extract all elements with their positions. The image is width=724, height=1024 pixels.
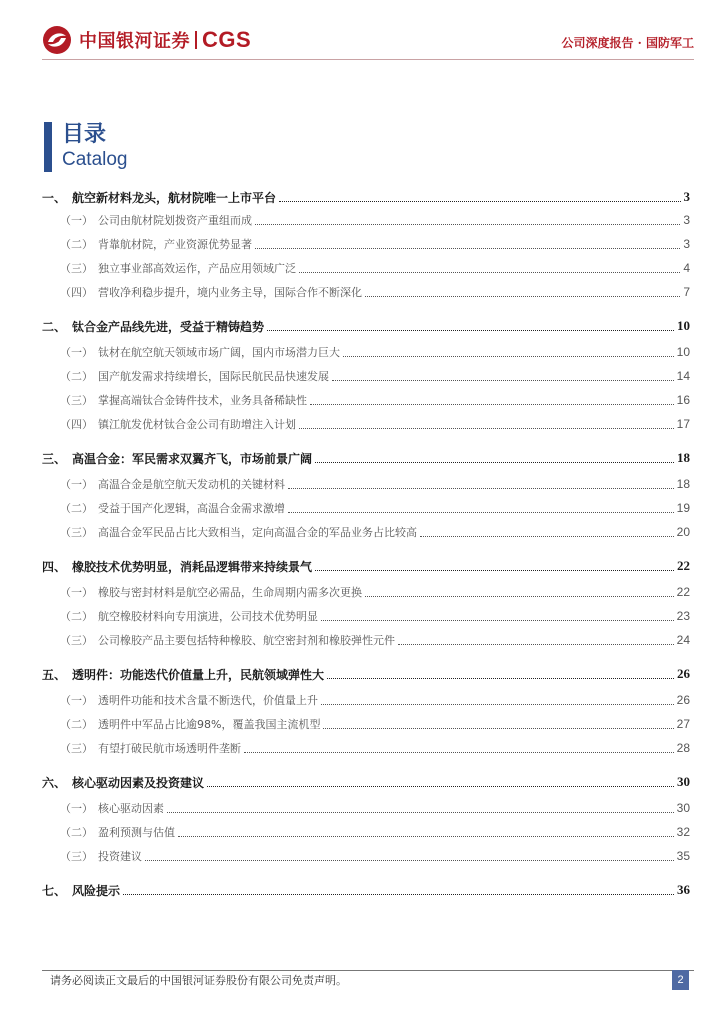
toc-dot-leader xyxy=(323,728,673,729)
toc-entry-number: 七、 xyxy=(42,883,67,898)
toc-subsection-entry[interactable] xyxy=(42,474,690,494)
toc-dot-leader xyxy=(288,488,674,489)
footer-disclaimer: 请务必阅读正文最后的中国银河证券股份有限公司免责声明。 xyxy=(50,974,347,987)
brand-name-cn: 中国银河证券 xyxy=(79,31,190,52)
toc-entry-title: 公司由航材院划拨资产重组而成 xyxy=(98,214,252,227)
toc-subsection-entry[interactable] xyxy=(42,258,690,278)
toc-entry-title: 橡胶与密封材料是航空必需品，生命周期内需多次更换 xyxy=(98,586,362,599)
toc-entry-number: 三、 xyxy=(42,451,67,466)
toc-subsection-entry[interactable] xyxy=(42,690,690,710)
toc-subsection-entry[interactable] xyxy=(42,822,690,842)
toc-entry-page: 16 xyxy=(676,393,690,407)
toc-entry-page: 3 xyxy=(683,237,690,251)
toc-entry-number: （三） xyxy=(60,394,93,407)
toc-entry-number: （二） xyxy=(60,718,93,731)
toc-entry-title: 营收净利稳步提升，境内业务主导，国际合作不断深化 xyxy=(98,286,362,299)
toc-subsection-entry[interactable] xyxy=(42,390,690,410)
toc-entry-page: 22 xyxy=(676,585,690,599)
toc-entry-title: 高温合金军民品占比大致相当，定向高温合金的军品业务占比较高 xyxy=(98,526,417,539)
toc-entry-number: （二） xyxy=(60,826,93,839)
toc-entry-page: 17 xyxy=(676,417,690,431)
toc-subsection-entry[interactable] xyxy=(42,846,690,866)
toc-dot-leader xyxy=(315,570,674,571)
toc-entry-number: （一） xyxy=(60,694,93,707)
toc-dot-leader xyxy=(145,860,674,861)
toc-dot-leader xyxy=(279,201,680,202)
toc-dot-leader xyxy=(310,404,674,405)
toc-entry-title: 核心驱动因素 xyxy=(98,802,164,815)
page-title-en: Catalog xyxy=(62,149,128,170)
toc-entry-page: 4 xyxy=(683,261,690,275)
toc-dot-leader xyxy=(321,704,674,705)
toc-entry-title: 橡胶技术优势明显，消耗品逻辑带来持续景气 xyxy=(72,559,313,574)
toc-entry-title: 风险提示 xyxy=(72,883,121,898)
title-accent-bar xyxy=(44,122,52,172)
toc-subsection-entry[interactable] xyxy=(42,498,690,518)
toc-entry-page: 32 xyxy=(676,825,690,839)
toc-section-entry[interactable] xyxy=(42,880,690,900)
report-type-label: 公司深度报告 · 国防军工 xyxy=(561,36,694,50)
toc-dot-leader xyxy=(420,536,674,537)
toc-entry-title: 核心驱动因素及投资建议 xyxy=(72,775,205,790)
toc-entry-title: 航空橡胶材料向专用演进，公司技术优势明显 xyxy=(98,610,318,623)
toc-entry-page: 27 xyxy=(676,717,690,731)
toc-entry-page: 28 xyxy=(676,741,690,755)
toc-entry-number: 四、 xyxy=(42,559,67,574)
toc-dot-leader xyxy=(365,296,680,297)
toc-entry-page: 24 xyxy=(676,633,690,647)
toc-entry-title: 有望打破民航市场透明件垄断 xyxy=(98,742,241,755)
toc-section-entry[interactable] xyxy=(42,448,690,468)
toc-entry-number: 二、 xyxy=(42,319,67,334)
toc-entry-number: 六、 xyxy=(42,775,67,790)
toc-subsection-entry[interactable] xyxy=(42,342,690,362)
toc-section-entry[interactable] xyxy=(42,664,690,684)
toc-entry-number: （一） xyxy=(60,802,93,815)
toc-subsection-entry[interactable] xyxy=(42,738,690,758)
toc-subsection-entry[interactable] xyxy=(42,522,690,542)
toc-entry-number: （二） xyxy=(60,610,93,623)
toc-entry-page: 26 xyxy=(676,693,690,707)
toc-entry-page: 30 xyxy=(676,801,690,815)
toc-dot-leader xyxy=(299,428,674,429)
toc-dot-leader xyxy=(315,462,674,463)
brand-name-en: CGS xyxy=(202,27,252,52)
toc-dot-leader xyxy=(207,786,674,787)
toc-section-entry[interactable] xyxy=(42,556,690,576)
toc-entry-page: 22 xyxy=(677,558,690,573)
toc-entry-title: 背靠航材院，产业资源优势显著 xyxy=(98,238,252,251)
page-number-badge: 2 xyxy=(672,970,689,990)
toc-dot-leader xyxy=(288,512,674,513)
toc-dot-leader xyxy=(267,330,674,331)
toc-dot-leader xyxy=(244,752,674,753)
toc-entry-number: （三） xyxy=(60,742,93,755)
toc-entry-title: 航空新材料龙头，航材院唯一上市平台 xyxy=(72,190,277,205)
toc-entry-page: 7 xyxy=(683,285,690,299)
toc-entry-page: 20 xyxy=(676,525,690,539)
toc-dot-leader xyxy=(343,356,674,357)
toc-subsection-entry[interactable] xyxy=(42,582,690,602)
toc-entry-title: 透明件：功能迭代价值量上升，民航领域弹性大 xyxy=(72,667,325,682)
toc-section-entry[interactable] xyxy=(42,187,690,207)
brand-separator xyxy=(195,31,197,49)
toc-entry-number: （三） xyxy=(60,850,93,863)
toc-entry-number: （一） xyxy=(60,478,93,491)
cgs-logo-icon xyxy=(42,25,72,55)
footer-divider xyxy=(42,970,694,971)
toc-entry-page: 23 xyxy=(676,609,690,623)
toc-dot-leader xyxy=(299,272,680,273)
page-title-cn: 目录 xyxy=(62,122,107,147)
toc-dot-leader xyxy=(255,248,680,249)
brand-logo xyxy=(42,25,251,55)
toc-entry-number: （一） xyxy=(60,346,93,359)
toc-entry-page: 18 xyxy=(677,450,690,465)
toc-entry-page: 35 xyxy=(676,849,690,863)
toc-dot-leader xyxy=(365,596,674,597)
toc-entry-number: （二） xyxy=(60,370,93,383)
toc-entry-number: 五、 xyxy=(42,667,67,682)
toc-entry-number: （二） xyxy=(60,238,93,251)
toc-entry-page: 10 xyxy=(676,345,690,359)
toc-entry-page: 18 xyxy=(676,477,690,491)
toc-subsection-entry[interactable] xyxy=(42,366,690,386)
toc-subsection-entry[interactable] xyxy=(42,414,690,434)
toc-subsection-entry[interactable] xyxy=(42,282,690,302)
toc-entry-number: （四） xyxy=(60,418,93,431)
toc-entry-title: 受益于国产化逻辑，高温合金需求激增 xyxy=(98,502,285,515)
toc-subsection-entry[interactable] xyxy=(42,606,690,626)
toc-entry-title: 高温合金：军民需求双翼齐飞，市场前景广阔 xyxy=(72,451,313,466)
toc-subsection-entry[interactable] xyxy=(42,234,690,254)
toc-entry-page: 3 xyxy=(683,189,690,204)
toc-section-entry[interactable] xyxy=(42,772,690,792)
toc-entry-title: 国产航发需求持续增长，国际民航民品快速发展 xyxy=(98,370,329,383)
toc-entry-title: 钛材在航空航天领域市场广阔，国内市场潜力巨大 xyxy=(98,346,340,359)
toc-entry-title: 盈利预测与估值 xyxy=(98,826,175,839)
toc-subsection-entry[interactable] xyxy=(42,630,690,650)
toc-entry-number: （三） xyxy=(60,262,93,275)
header-divider xyxy=(42,59,694,60)
toc-dot-leader xyxy=(255,224,680,225)
toc-dot-leader xyxy=(332,380,674,381)
toc-subsection-entry[interactable] xyxy=(42,798,690,818)
toc-entry-number: （二） xyxy=(60,502,93,515)
page-header xyxy=(0,0,724,62)
toc-entry-number: （一） xyxy=(60,214,93,227)
toc-entry-number: （一） xyxy=(60,586,93,599)
toc-entry-title: 镇江航发优材钛合金公司有助增注入计划 xyxy=(98,418,296,431)
toc-entry-title: 钛合金产品线先进，受益于精铸趋势 xyxy=(72,319,265,334)
toc-entry-title: 透明件功能和技术含量不断迭代，价值量上升 xyxy=(98,694,318,707)
toc-entry-number: 一、 xyxy=(42,190,67,205)
toc-entry-title: 高温合金是航空航天发动机的关键材料 xyxy=(98,478,285,491)
toc-dot-leader xyxy=(167,812,674,813)
toc-entry-title: 投资建议 xyxy=(98,850,142,863)
toc-entry-title: 公司橡胶产品主要包括特种橡胶、航空密封剂和橡胶弹性元件 xyxy=(98,634,395,647)
toc-entry-page: 19 xyxy=(676,501,690,515)
toc-dot-leader xyxy=(178,836,674,837)
toc-dot-leader xyxy=(398,644,674,645)
toc-entry-page: 26 xyxy=(677,666,690,681)
toc-entry-title: 独立事业部高效运作，产品应用领域广泛 xyxy=(98,262,296,275)
toc-entry-page: 36 xyxy=(677,882,690,897)
toc-dot-leader xyxy=(321,620,674,621)
toc-entry-number: （三） xyxy=(60,526,93,539)
toc-entry-title: 透明件中军品占比逾98%，覆盖我国主流机型 xyxy=(98,718,321,731)
toc-subsection-entry[interactable] xyxy=(42,714,690,734)
toc-entry-number: （四） xyxy=(60,286,93,299)
toc-entry-number: （三） xyxy=(60,634,93,647)
toc-entry-page: 3 xyxy=(683,213,690,227)
toc-dot-leader xyxy=(123,894,674,895)
toc-entry-page: 30 xyxy=(677,774,690,789)
toc-section-entry[interactable] xyxy=(42,316,690,336)
toc-subsection-entry[interactable] xyxy=(42,210,690,230)
toc-dot-leader xyxy=(327,678,674,679)
toc-entry-title: 掌握高端钛合金铸件技术，业务具备稀缺性 xyxy=(98,394,307,407)
toc-entry-page: 14 xyxy=(676,369,690,383)
toc-entry-page: 10 xyxy=(677,318,690,333)
